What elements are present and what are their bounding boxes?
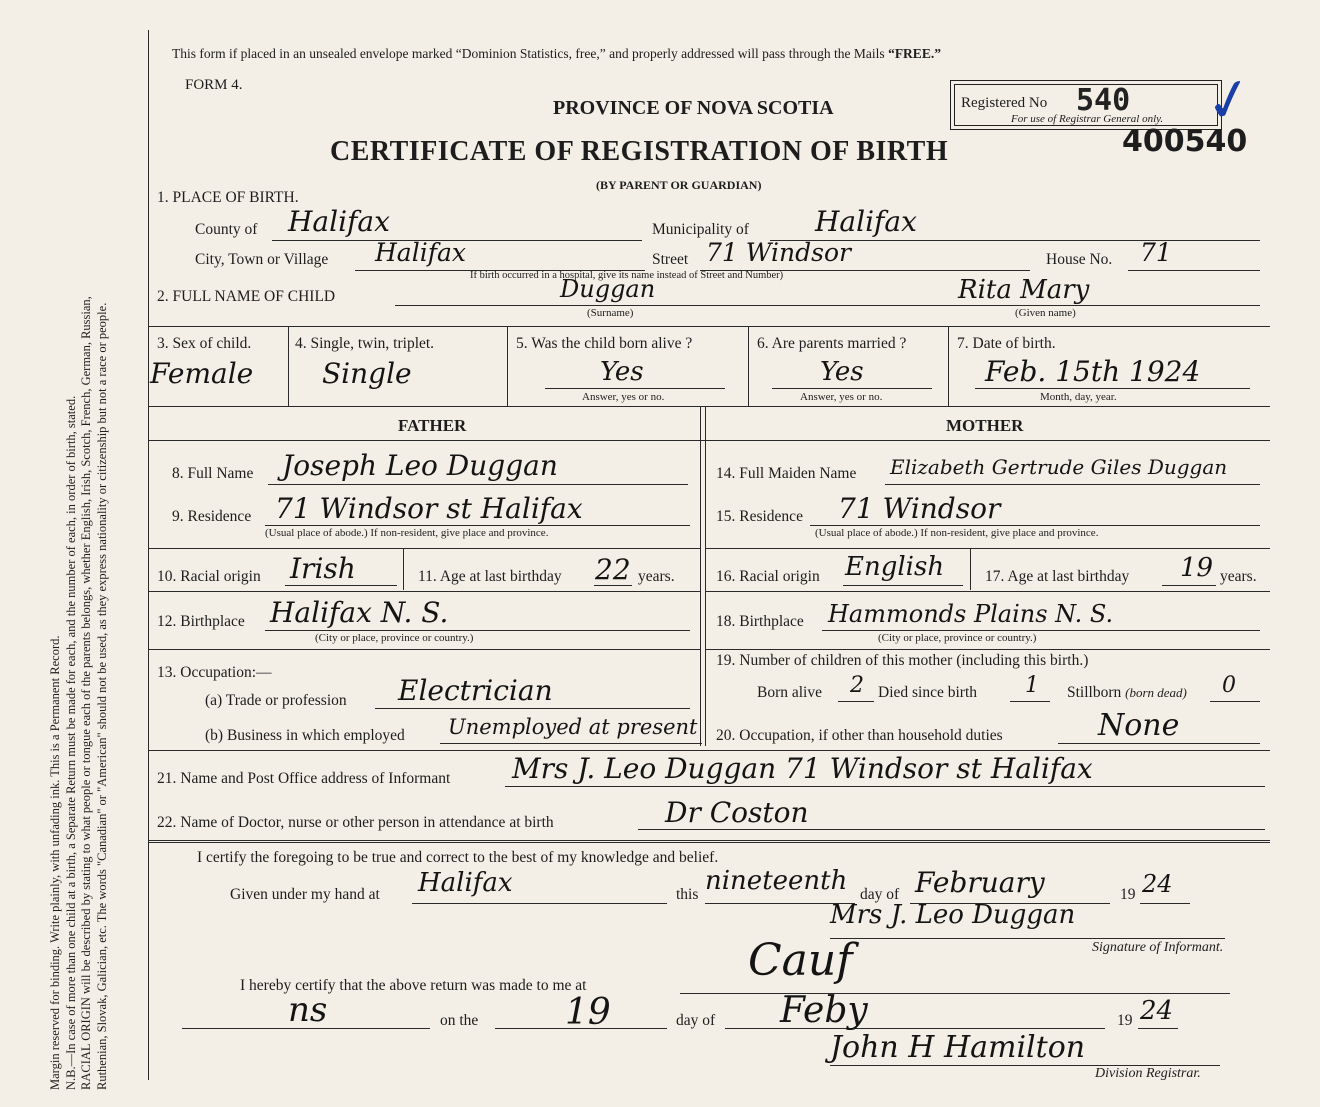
dob-label: 7. Date of birth. [957,335,1056,352]
day-of-label: day of [860,886,900,903]
file-number: 400540 [1122,124,1248,159]
mother-origin-label: 16. Racial origin [716,568,820,585]
return-day: 19 [565,992,611,1033]
father-name-value: Joseph Leo Duggan [282,449,558,482]
registrar-only-note: For use of Registrar General only. [1011,113,1164,125]
margin-note-1: Margin reserved for binding. Write plainly, with unfading ink. This is a Permanent Record. [48,635,62,1090]
alive-caption: Answer, yes or no. [582,391,665,403]
father-occupation-label: 13. Occupation:— [157,664,272,681]
mother-children-label: 19. Number of children of this mother (including this birth.) [716,652,1089,669]
father-trade-label: (a) Trade or profession [205,692,347,709]
father-origin-label: 10. Racial origin [157,568,261,585]
father-origin-value: Irish [290,552,356,585]
mother-residence-value: 71 Windsor [838,492,1001,525]
street-label: Street [652,251,689,268]
married-value: Yes [820,357,864,387]
mother-birthplace-label: 18. Birthplace [716,613,804,630]
died-value: 1 [1025,673,1039,698]
plurality-label: 4. Single, twin, triplet. [295,335,435,352]
given-month: February [915,866,1045,899]
given-label: Given under my hand at [230,886,380,903]
informant-label: 21. Name and Post Office address of Informant [157,770,451,787]
margin-note-3: RACIAL ORIGIN will be described by stating to what people or tongue each of the parents belongs, whether English, Irish, Scotch, French, German, Russian, [79,296,93,1090]
registrar-caption: Division Registrar. [1095,1066,1201,1081]
mother-years: years. [1220,568,1257,585]
house-label: House No. [1046,251,1113,268]
alive-value: Yes [600,357,644,387]
return-year-suffix: 24 [1140,996,1174,1026]
county-value: Halifax [288,205,390,238]
return-month: Feby [780,990,868,1031]
informant-signature: Mrs J. Leo Duggan [830,900,1076,930]
died-label: Died since birth [878,684,978,701]
father-name-label: 8. Full Name [172,465,254,482]
father-years: years. [638,568,675,585]
mother-birthplace-caption: (City or place, province or country.) [878,632,1037,644]
stillborn-label: Stillborn (born dead) [1067,684,1187,701]
return-statement: I hereby certify that the above return was made to me at [240,977,587,994]
year-prefix: 19 [1120,886,1136,903]
mother-residence-caption: (Usual place of abode.) If non-resident, give place and province. [815,527,1099,539]
father-business-label: (b) Business in which employed [205,727,405,744]
doctor-value: Dr Coston [665,796,809,829]
mother-age-value: 19 [1180,553,1214,583]
county-label: County of [195,221,258,238]
given-day: nineteenth [705,866,848,896]
margin-rule [148,30,149,1080]
father-heading: FATHER [398,416,467,435]
margin-note-4: Ruthenian, Slovak, Galician, etc. The words "Canadian" or "American" should not be used, as they express nationality or citizenship but not a race or people. [94,302,109,1090]
mother-name-label: 14. Full Maiden Name [716,465,857,482]
father-residence-caption: (Usual place of abode.) If non-resident, give place and province. [265,527,549,539]
father-trade-value: Electrician [398,674,553,707]
mother-heading: MOTHER [946,416,1024,435]
municipality-value: Halifax [815,205,917,238]
registered-number-box [950,80,1222,130]
sex-label: 3. Sex of child. [157,335,252,352]
registered-label: Registered No [961,95,1048,111]
father-birthplace-label: 12. Birthplace [157,613,245,630]
child-given-name: Rita Mary [958,275,1090,305]
given-place: Halifax [418,868,513,898]
this-label: this [676,886,699,903]
municipality-label: Municipality of [652,221,749,238]
place-of-birth-heading: 1. PLACE OF BIRTH. [157,189,299,206]
doctor-label: 22. Name of Doctor, nurse or other person in attendance at birth [157,814,554,831]
married-caption: Answer, yes or no. [800,391,883,403]
city-value: Halifax [375,238,466,267]
house-value: 71 [1140,238,1172,267]
father-birthplace-caption: (City or place, province or country.) [315,632,474,644]
mother-origin-value: English [845,552,945,582]
married-label: 6. Are parents married ? [757,335,907,352]
mother-age-label: 17. Age at last birthday [985,568,1130,585]
father-residence-value: 71 Windsor st Halifax [275,492,583,525]
alive-label: 5. Was the child born alive ? [516,335,693,352]
city-label: City, Town or Village [195,251,329,268]
certificate-subtitle: (BY PARENT OR GUARDIAN) [596,178,762,192]
mother-name-value: Elizabeth Gertrude Giles Duggan [890,455,1228,479]
return-initials: ns [288,990,328,1030]
mail-notice: This form if placed in an unsealed envelope marked “Dominion Statistics, free,” and properly addressed will pass through the Mails “FREE.” [172,46,941,61]
margin-note-2: N.B.—In case of more than one child at a birth, a Separate Return must be made for each, and the number of each, in order of birth, stated. [63,395,78,1090]
father-residence-label: 9. Residence [172,508,252,525]
street-value: 71 Windsor [706,238,851,267]
return-year-prefix: 19 [1117,1012,1133,1029]
return-day-label: day of [676,1012,716,1029]
born-alive-label: Born alive [757,684,822,701]
informant-signature-caption: Signature of Informant. [1092,940,1224,955]
on-the-label: on the [440,1012,479,1029]
registrar-signature: John H Hamilton [830,1030,1086,1065]
mother-occupation-label: 20. Occupation, if other than household duties [716,727,1003,744]
child-surname: Duggan [560,275,656,303]
year-suffix: 24 [1142,870,1173,898]
province-heading: PROVINCE OF NOVA SCOTIA [553,97,834,119]
given-caption: (Given name) [1015,307,1076,319]
born-alive-value: 2 [850,673,864,698]
mother-birthplace-value: Hammonds Plains N. S. [828,600,1114,628]
certificate-title: CERTIFICATE OF REGISTRATION OF BIRTH [330,136,949,167]
surname-caption: (Surname) [587,307,634,319]
dob-caption: Month, day, year. [1040,391,1117,403]
certify-statement: I certify the foregoing to be true and correct to the best of my knowledge and belief. [197,849,719,866]
father-business-value: Unemployed at present [448,715,698,739]
return-place: Cauf [748,935,853,986]
check-mark-icon: ✓ [1198,63,1260,138]
father-age-value: 22 [595,553,631,586]
informant-value: Mrs J. Leo Duggan 71 Windsor st Halifax [512,752,1093,785]
plurality-value: Single [322,357,412,390]
form-number: FORM 4. [185,77,243,93]
margin-notes [48,0,198,1090]
father-birthplace-value: Halifax N. S. [270,596,449,629]
registered-number: 540 [1076,83,1131,118]
stillborn-value: 0 [1222,673,1236,698]
mother-occupation-value: None [1098,708,1180,743]
hospital-note: If birth occurred in a hospital, give its name instead of Street and Number) [470,270,784,281]
father-age-label: 11. Age at last birthday [418,568,562,585]
mother-residence-label: 15. Residence [716,508,803,525]
child-name-label: 2. FULL NAME OF CHILD [157,288,336,305]
sex-value: Female [150,357,254,390]
dob-value: Feb. 15th 1924 [985,355,1201,388]
